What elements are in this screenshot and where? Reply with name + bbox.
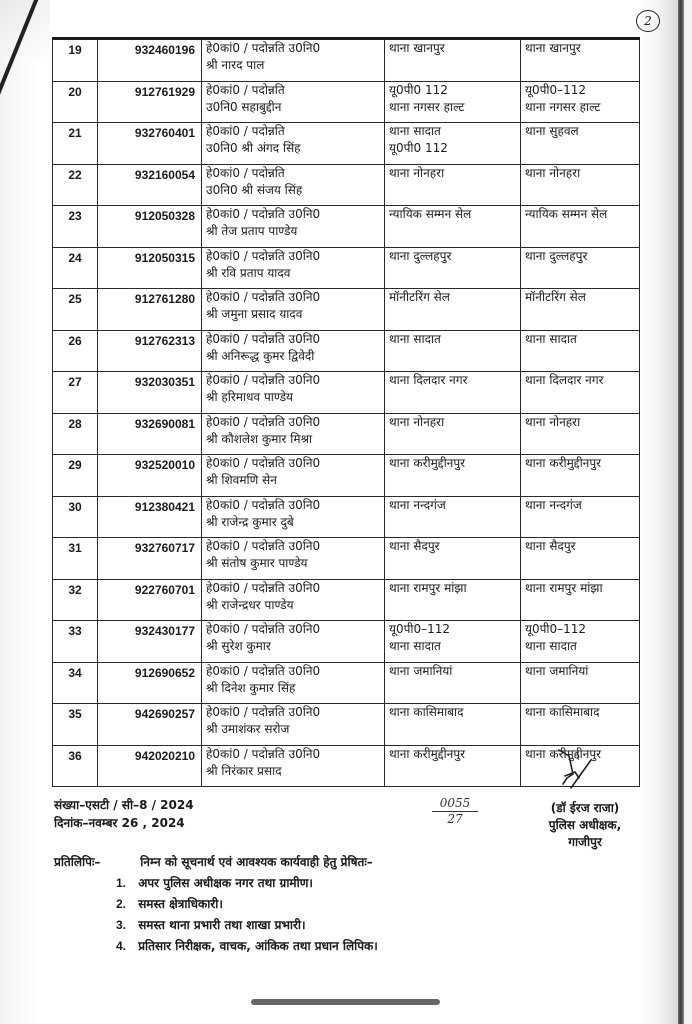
- copy-to-item-number: 2.: [116, 897, 127, 911]
- dispatch-number: [432, 796, 478, 826]
- new-posting-cell-line: यू0पी0–112: [525, 82, 587, 97]
- table-row: [53, 81, 640, 123]
- new-posting-cell-line: न्यायिक सम्मन सेल: [525, 207, 608, 221]
- pno-cell: 912380421: [98, 496, 202, 538]
- table-row: [53, 704, 640, 746]
- rank-name-cell: [202, 330, 385, 372]
- current-posting-cell: [385, 496, 521, 538]
- current-posting-cell-line: थाना करीमुद्दीनपुर: [389, 746, 466, 761]
- rank-name-cell-line: हे0कां0 / पदोन्नति उ0नि0: [206, 41, 321, 55]
- pno-cell: 932030351: [98, 372, 202, 414]
- new-posting-cell-line: थाना दुल्लहपुर: [525, 248, 588, 263]
- rank-name-cell: [202, 704, 385, 746]
- current-posting-cell-line: थाना सादात: [389, 124, 441, 138]
- rank-name-cell: [202, 745, 385, 787]
- new-posting-cell: [521, 164, 640, 206]
- new-posting-cell-line: थाना करीमुद्दीनपुर: [525, 456, 602, 470]
- pno-cell: 932760401: [98, 123, 202, 165]
- new-posting-cell-line: थाना सादात: [525, 639, 577, 653]
- table-row: [53, 206, 640, 248]
- copy-to-item-text: प्रतिसार निरीक्षक, वाचक, आंकिक तथा प्रधान लिपिक।: [138, 939, 378, 953]
- rank-name-cell: [202, 206, 385, 248]
- serial-number-cell: 24: [53, 247, 98, 289]
- serial-number-cell: 20: [53, 81, 98, 123]
- rank-name-cell-line: हे0कां0 / पदोन्नति उ0नि0: [206, 497, 321, 512]
- current-posting-cell: [385, 662, 521, 704]
- current-posting-cell-line: यू0पी0 112: [389, 82, 448, 97]
- table-row: [53, 538, 640, 580]
- new-posting-cell: [521, 289, 640, 331]
- current-posting-cell-line: थाना खानपुर: [389, 41, 445, 55]
- copy-to-intro: निम्न को सूचनार्थ एवं आवश्यक कार्यवाही हेतु प्रेषितः–: [140, 855, 373, 869]
- rank-name-cell: [202, 662, 385, 704]
- serial-number-cell: 28: [53, 413, 98, 455]
- table-row: [53, 123, 640, 165]
- current-posting-cell: [385, 289, 521, 331]
- new-posting-cell-line: थाना रामपुर मांझा: [525, 580, 603, 595]
- pno-cell: 932520010: [98, 455, 202, 497]
- copy-to-block: [54, 852, 378, 957]
- pno-cell: 912050315: [98, 247, 202, 289]
- rank-name-cell-line: हे0कां0 / पदोन्नति उ0नि0: [206, 622, 321, 636]
- pno-cell: 912761280: [98, 289, 202, 331]
- serial-number-cell: 23: [53, 206, 98, 248]
- rank-name-cell-line: हे0कां0 / पदोन्नति उ0नि0: [206, 539, 321, 553]
- current-posting-cell-line: थाना नगसर हाल्ट: [389, 99, 465, 114]
- reference-block: [54, 796, 194, 832]
- rank-name-cell-line: श्री नारद पाल: [206, 58, 265, 72]
- page-right-margin: [684, 0, 692, 1024]
- serial-number-cell: 19: [53, 39, 98, 82]
- signatory-location: गाजीपुर: [568, 835, 602, 849]
- table-row: [53, 621, 640, 663]
- new-posting-cell: [521, 206, 640, 248]
- pno-cell: 932760717: [98, 538, 202, 580]
- copy-to-header: [54, 852, 378, 873]
- table-row: [53, 372, 640, 414]
- table-row: [53, 413, 640, 455]
- rank-name-cell-line: हे0कां0 / पदोन्नति उ0नि0: [206, 331, 321, 346]
- current-posting-cell: [385, 704, 521, 746]
- transfer-roster-table: [52, 37, 640, 787]
- pno-cell: 942020210: [98, 745, 202, 787]
- rank-name-cell-line: श्री निरंकार प्रसाद: [206, 763, 282, 778]
- new-posting-cell-line: थाना नगसर हाल्ट: [525, 99, 601, 114]
- rank-name-cell: [202, 289, 385, 331]
- rank-name-cell-line: श्री राजेन्द्र कुमार दुबे: [206, 514, 294, 529]
- current-posting-cell: [385, 579, 521, 621]
- rank-name-cell: [202, 372, 385, 414]
- table-row: [53, 289, 640, 331]
- rank-name-cell-line: हे0कां0 / पदोन्नति उ0नि0: [206, 663, 321, 678]
- table-row: [53, 496, 640, 538]
- pno-cell: 912761929: [98, 81, 202, 123]
- new-posting-cell: [521, 123, 640, 165]
- new-posting-cell-line: थाना सैदपुर: [525, 539, 576, 553]
- rank-name-cell-line: श्री संतोष कुमार पाण्डेय: [206, 556, 308, 570]
- current-posting-cell-line: थाना दुल्लहपुर: [389, 248, 452, 263]
- copy-to-item-text: समस्त थाना प्रभारी तथा शाखा प्रभारी।: [138, 918, 306, 932]
- current-posting-cell: [385, 39, 521, 82]
- current-posting-cell-line: थाना नन्दगंज: [389, 497, 446, 512]
- current-posting-cell-line: थाना रामपुर मांझा: [389, 580, 467, 595]
- serial-number-cell: 34: [53, 662, 98, 704]
- pno-cell: 922760701: [98, 579, 202, 621]
- new-posting-cell-line: थाना सुहवल: [525, 124, 579, 138]
- copy-to-item-number: 3.: [116, 918, 127, 932]
- new-posting-cell-line: यू0पी0–112: [525, 622, 587, 636]
- rank-name-cell-line: हे0कां0 / पदोन्नति उ0नि0: [206, 746, 321, 761]
- current-posting-cell-line: थाना दिलदार नगर: [389, 373, 468, 387]
- current-posting-cell: [385, 247, 521, 289]
- new-posting-cell: [521, 538, 640, 580]
- current-posting-cell: [385, 330, 521, 372]
- rank-name-cell-line: श्री उमाशंकर सरोज: [206, 722, 290, 736]
- pno-cell: 912050328: [98, 206, 202, 248]
- current-posting-cell: [385, 455, 521, 497]
- table-row: [53, 455, 640, 497]
- rank-name-cell-line: हे0कां0 / पदोन्नति उ0नि0: [206, 580, 321, 595]
- signatory-name: (डॉ ईरज राजा): [550, 801, 620, 815]
- rank-name-cell-line: श्री जमुना प्रसाद यादव: [206, 307, 303, 321]
- table-row: [53, 247, 640, 289]
- table-row: [53, 745, 640, 787]
- rank-name-cell-line: श्री हरिमाधव पाण्डेय: [206, 390, 293, 404]
- pno-cell: 932460196: [98, 39, 202, 82]
- rank-name-cell-line: उ0नि0 श्री अंगद सिंह: [206, 141, 301, 155]
- new-posting-cell: [521, 81, 640, 123]
- rank-name-cell: [202, 413, 385, 455]
- new-posting-cell: [521, 372, 640, 414]
- rank-name-cell-line: श्री शिवमणि सेन: [206, 473, 277, 487]
- serial-number-cell: 35: [53, 704, 98, 746]
- roster-table-body: [53, 39, 640, 787]
- serial-number-cell: 36: [53, 745, 98, 787]
- new-posting-cell-line: थाना नोनहरा: [525, 165, 581, 180]
- serial-number-cell: 29: [53, 455, 98, 497]
- table-row: [53, 164, 640, 206]
- pno-cell: 912762313: [98, 330, 202, 372]
- pno-cell: 932160054: [98, 164, 202, 206]
- pno-cell: 932430177: [98, 621, 202, 663]
- dispatch-denominator: 27: [447, 812, 463, 826]
- current-posting-cell: [385, 413, 521, 455]
- rank-name-cell-line: श्री राजेन्द्रधर पाण्डेय: [206, 597, 294, 612]
- new-posting-cell-line: मॉनीटरिंग सेल: [525, 290, 586, 304]
- table-row: [53, 39, 640, 82]
- serial-number-cell: 32: [53, 579, 98, 621]
- copy-to-item: [116, 936, 378, 957]
- rank-name-cell-line: हे0कां0 / पदोन्नति उ0नि0: [206, 248, 321, 263]
- current-posting-cell: [385, 123, 521, 165]
- rank-name-cell-line: उ0नि0 श्री संजय सिंह: [206, 182, 303, 197]
- current-posting-cell: [385, 538, 521, 580]
- new-posting-cell: [521, 496, 640, 538]
- new-posting-cell-line: थाना सादात: [525, 331, 577, 346]
- copy-to-item-number: 1.: [116, 876, 127, 890]
- new-posting-cell-line: थाना नोनहरा: [525, 414, 581, 429]
- rank-name-cell: [202, 579, 385, 621]
- rank-name-cell-line: हे0कां0 / पदोन्नति उ0नि0: [206, 290, 321, 304]
- current-posting-cell-line: थाना कासिमाबाद: [389, 705, 464, 719]
- rank-name-cell-line: हे0कां0 / पदोन्नति उ0नि0: [206, 705, 321, 719]
- copy-to-item-text: अपर पुलिस अधीक्षक नगर तथा ग्रामीण।: [138, 876, 313, 890]
- serial-number-cell: 26: [53, 330, 98, 372]
- home-indicator-bar[interactable]: [251, 999, 440, 1005]
- pno-cell: 912690652: [98, 662, 202, 704]
- rank-name-cell: [202, 496, 385, 538]
- copy-to-item: [116, 915, 378, 936]
- new-posting-cell-line: थाना करीमुद्दीनपुर: [525, 746, 602, 761]
- new-posting-cell-line: थाना जमानियां: [525, 663, 589, 678]
- copy-to-item-text: समस्त क्षेत्राधिकारी।: [138, 897, 223, 911]
- rank-name-cell: [202, 39, 385, 82]
- new-posting-cell: [521, 621, 640, 663]
- rank-name-cell-line: उ0नि0 सहाबुद्दीन: [206, 99, 282, 114]
- pno-cell: 942690257: [98, 704, 202, 746]
- current-posting-cell-line: न्यायिक सम्मन सेल: [389, 207, 472, 221]
- rank-name-cell: [202, 621, 385, 663]
- rank-name-cell: [202, 538, 385, 580]
- rank-name-cell-line: हे0कां0 / पदोन्नति उ0नि0: [206, 373, 321, 387]
- table-row: [53, 330, 640, 372]
- current-posting-cell: [385, 81, 521, 123]
- rank-name-cell: [202, 123, 385, 165]
- pno-cell: 932690081: [98, 413, 202, 455]
- current-posting-cell: [385, 745, 521, 787]
- rank-name-cell: [202, 81, 385, 123]
- signature-icon: [555, 748, 603, 793]
- rank-name-cell-line: श्री रवि प्रताप यादव: [206, 265, 291, 280]
- rank-name-cell-line: हे0कां0 / पदोन्नति: [206, 165, 285, 180]
- current-posting-cell: [385, 621, 521, 663]
- new-posting-cell: [521, 247, 640, 289]
- new-posting-cell: [521, 704, 640, 746]
- current-posting-cell: [385, 164, 521, 206]
- reference-number: संख्या–एसटी / सी–8 / 2024: [54, 798, 194, 812]
- new-posting-cell: [521, 455, 640, 497]
- rank-name-cell-line: हे0कां0 / पदोन्नति उ0नि0: [206, 414, 321, 429]
- rank-name-cell-line: श्री कौशलेश कुमार मिश्रा: [206, 431, 313, 446]
- current-posting-cell: [385, 206, 521, 248]
- serial-number-cell: 27: [53, 372, 98, 414]
- rank-name-cell-line: श्री तेज प्रताप पाण्डेय: [206, 224, 298, 238]
- current-posting-cell-line: यू0पी0 112: [389, 141, 448, 155]
- rank-name-cell: [202, 247, 385, 289]
- new-posting-cell-line: थाना नन्दगंज: [525, 497, 582, 512]
- new-posting-cell: [521, 579, 640, 621]
- new-posting-cell-line: थाना खानपुर: [525, 41, 581, 55]
- current-posting-cell-line: थाना सादात: [389, 639, 441, 653]
- copy-to-item-number: 4.: [116, 939, 127, 953]
- new-posting-cell: [521, 39, 640, 82]
- copy-to-item: [116, 894, 378, 915]
- dispatch-numerator: 0055: [432, 796, 478, 812]
- rank-name-cell-line: हे0कां0 / पदोन्नति उ0नि0: [206, 207, 321, 221]
- current-posting-cell-line: थाना नोनहरा: [389, 165, 445, 180]
- rank-name-cell: [202, 164, 385, 206]
- new-posting-cell: [521, 413, 640, 455]
- table-row: [53, 662, 640, 704]
- current-posting-cell-line: थाना नोनहरा: [389, 414, 445, 429]
- rank-name-cell: [202, 455, 385, 497]
- page-number-mark: 2: [636, 10, 660, 32]
- table-row: [53, 579, 640, 621]
- copy-to-label: प्रतिलिपिः–: [54, 855, 101, 869]
- new-posting-cell-line: थाना दिलदार नगर: [525, 373, 604, 387]
- rank-name-cell-line: हे0कां0 / पदोन्नति उ0नि0: [206, 456, 321, 470]
- signatory-block: [530, 800, 640, 851]
- serial-number-cell: 30: [53, 496, 98, 538]
- signatory-designation: पुलिस अधीक्षक,: [548, 818, 622, 832]
- serial-number-cell: 21: [53, 123, 98, 165]
- current-posting-cell-line: थाना सैदपुर: [389, 539, 440, 553]
- new-posting-cell: [521, 662, 640, 704]
- new-posting-cell-line: थाना कासिमाबाद: [525, 705, 600, 719]
- rank-name-cell-line: श्री दिनेश कुमार सिंह: [206, 680, 296, 695]
- current-posting-cell: [385, 372, 521, 414]
- new-posting-cell: [521, 330, 640, 372]
- reference-date: दिनांक–नवम्बर 26 , 2024: [54, 816, 185, 830]
- serial-number-cell: 33: [53, 621, 98, 663]
- rank-name-cell-line: हे0कां0 / पदोन्नति: [206, 82, 285, 97]
- current-posting-cell-line: थाना करीमुद्दीनपुर: [389, 456, 466, 470]
- current-posting-cell-line: थाना सादात: [389, 331, 441, 346]
- current-posting-cell-line: यू0पी0–112: [389, 622, 451, 636]
- rank-name-cell-line: श्री अनिरूद्ध कुमर द्विवेदी: [206, 348, 315, 363]
- serial-number-cell: 22: [53, 164, 98, 206]
- rank-name-cell-line: हे0कां0 / पदोन्नति: [206, 124, 285, 138]
- current-posting-cell-line: थाना जमानियां: [389, 663, 453, 678]
- serial-number-cell: 25: [53, 289, 98, 331]
- serial-number-cell: 31: [53, 538, 98, 580]
- copy-to-item: [116, 873, 378, 894]
- current-posting-cell-line: मॉनीटरिंग सेल: [389, 290, 450, 304]
- rank-name-cell-line: श्री सुरेश कुमार: [206, 639, 271, 653]
- copy-to-list: [116, 873, 378, 957]
